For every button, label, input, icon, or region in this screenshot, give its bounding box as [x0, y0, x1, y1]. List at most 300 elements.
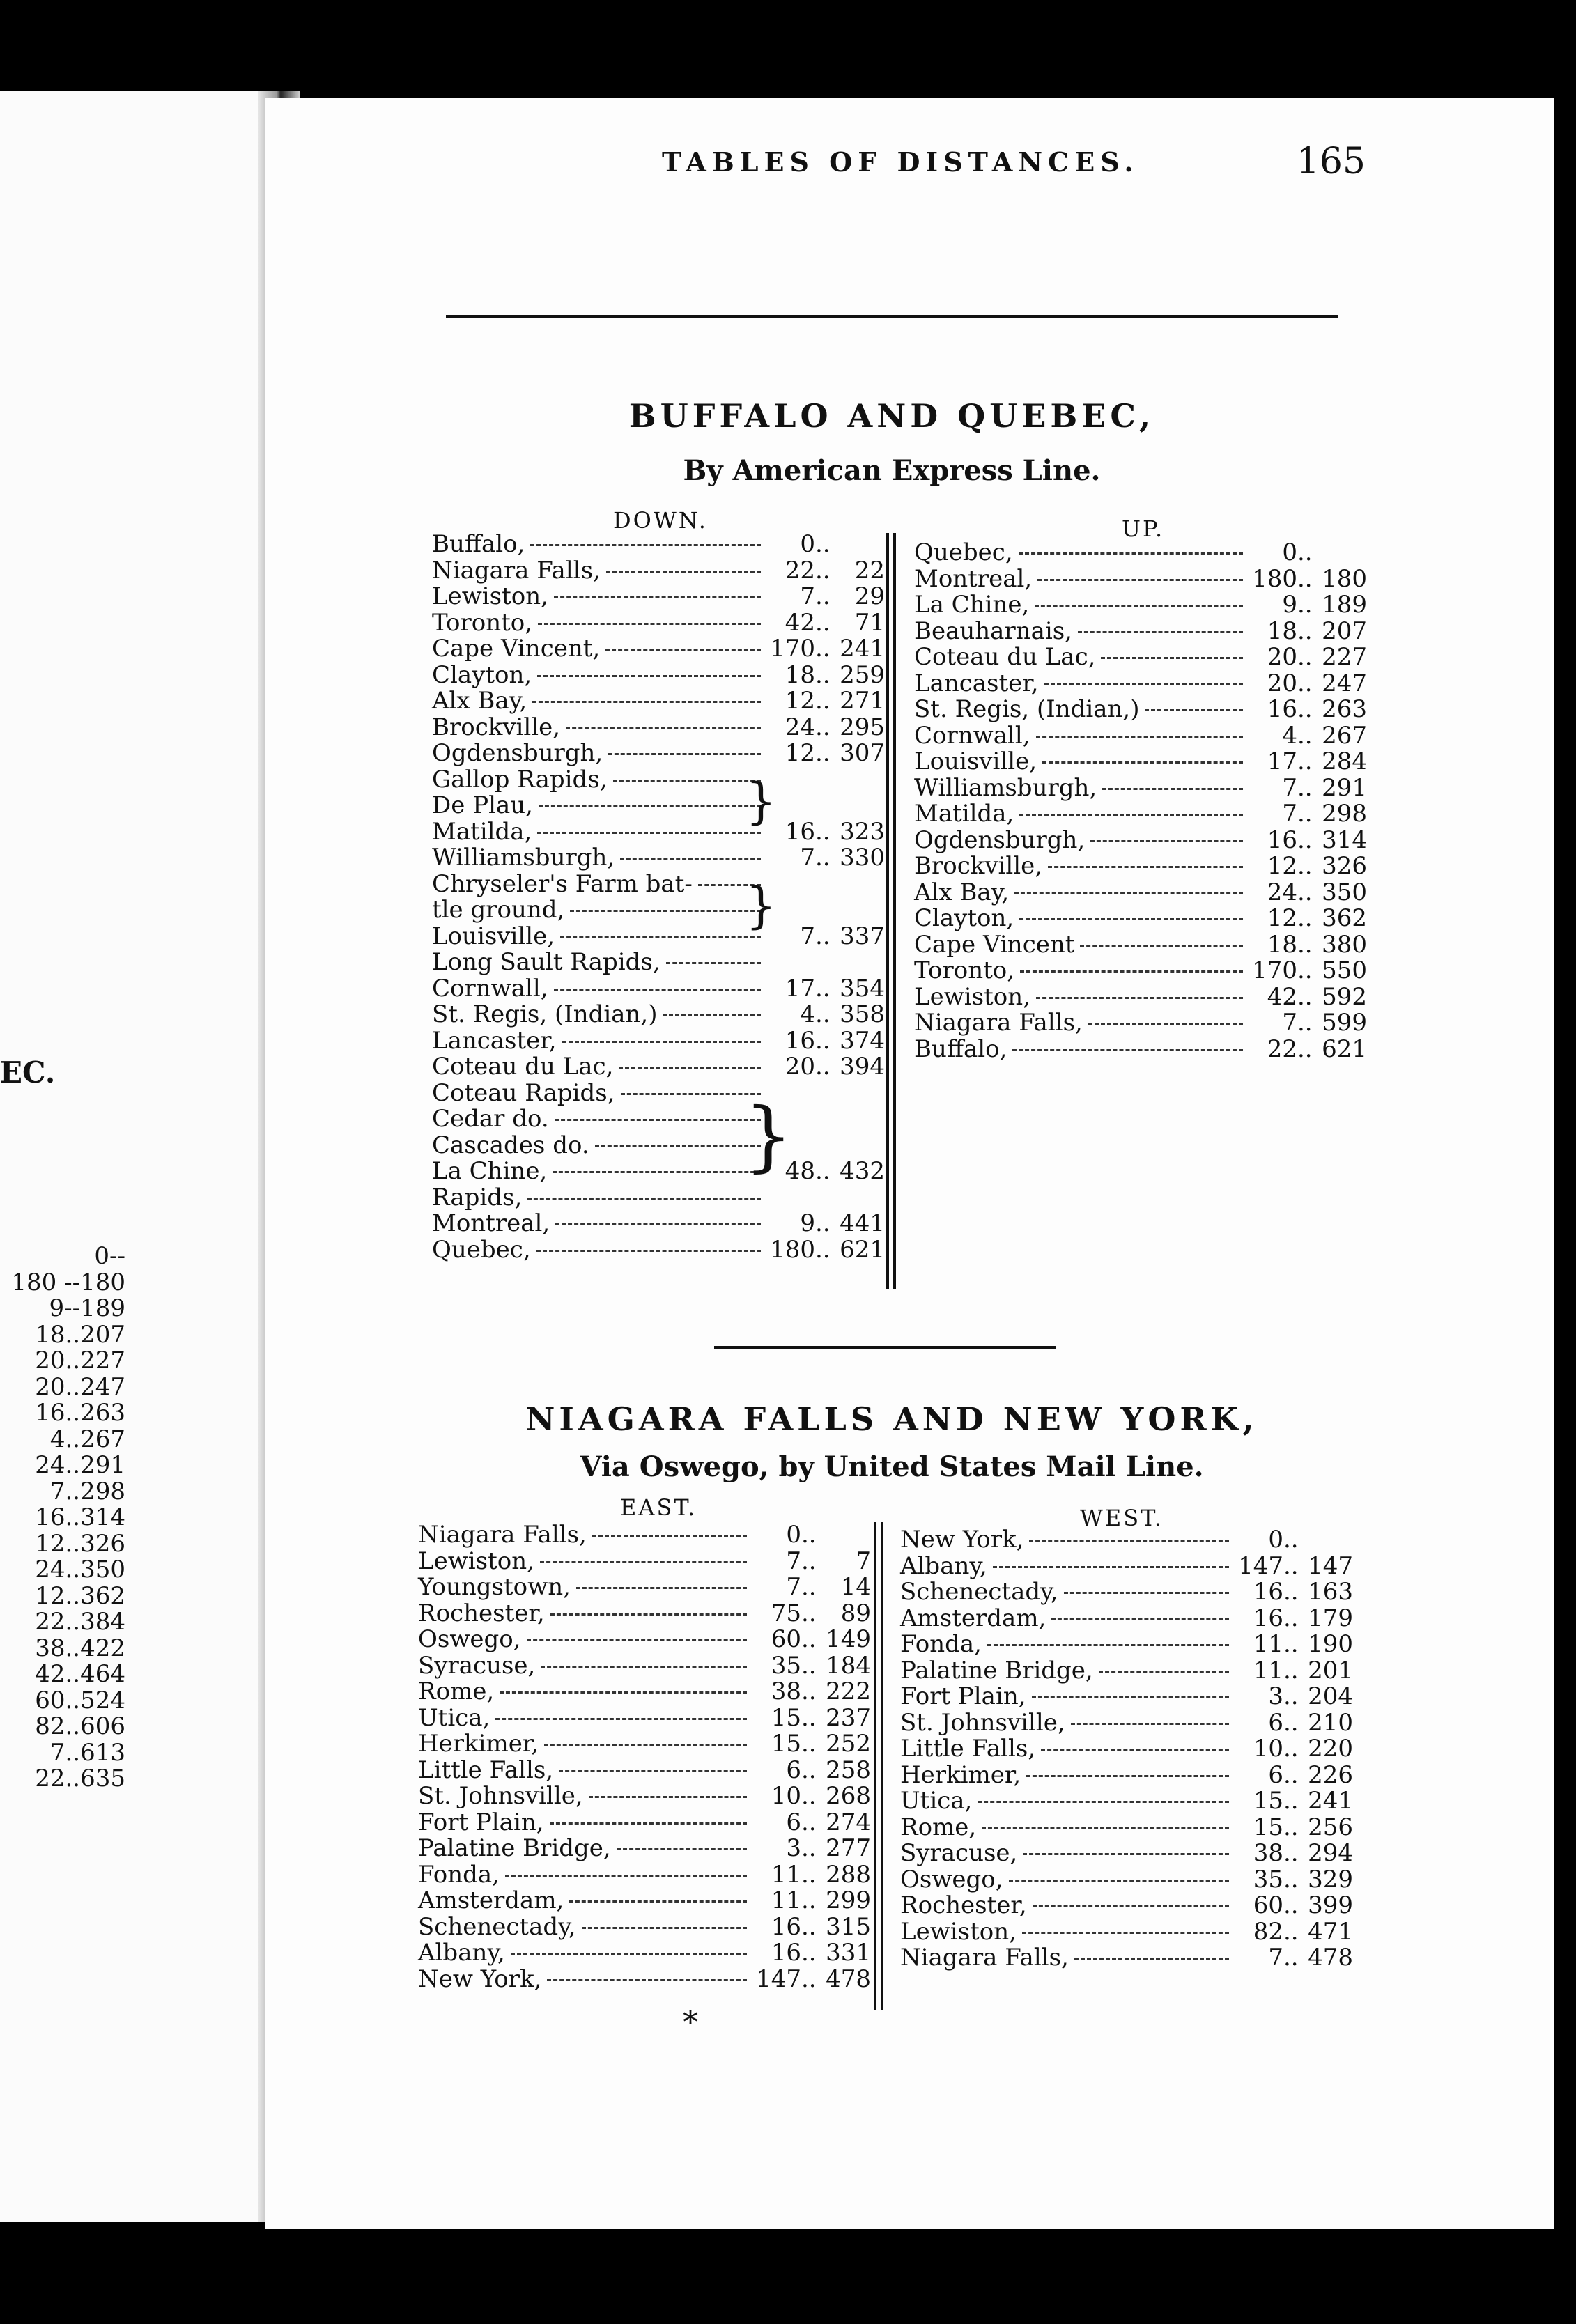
table1-divider	[886, 533, 889, 1289]
table-row	[418, 1836, 871, 1862]
leader-dots	[547, 1979, 747, 1981]
table-row	[432, 1159, 885, 1185]
leg-distance: 7	[786, 1573, 801, 1601]
table-row	[418, 1731, 871, 1758]
fragment-row: 38..422	[35, 1634, 125, 1662]
leg-distance: 16	[771, 1912, 801, 1941]
place-name: Rochester,	[418, 1599, 545, 1627]
leg-distance: 22	[785, 556, 815, 584]
cumulative-distance: 288	[826, 1860, 871, 1889]
table-row	[914, 801, 1367, 828]
leg-distance: 7	[1282, 773, 1297, 802]
distance-separator: ..	[801, 1599, 817, 1627]
left-page	[0, 91, 258, 2222]
leader-dots	[537, 675, 761, 677]
cumulative-distance: 147	[1308, 1551, 1353, 1580]
page-number: 165	[1296, 141, 1366, 183]
cumulative-distance: 350	[1322, 878, 1367, 906]
table-row	[914, 958, 1367, 984]
leader-dots	[562, 1041, 761, 1043]
table2-subtitle: Via Oswego, by United States Mail Line.	[580, 1450, 1204, 1483]
leg-distance: 18	[1267, 617, 1297, 645]
leg-distance: 15	[771, 1703, 801, 1732]
leader-dots	[1019, 918, 1243, 920]
table2-east-column	[418, 1522, 871, 1992]
distance-separator: ..	[815, 1026, 831, 1055]
cumulative-distance: 241	[1308, 1787, 1353, 1815]
leader-dots	[619, 1067, 761, 1069]
table-row	[914, 697, 1367, 723]
leg-distance: 11	[1253, 1630, 1283, 1658]
distance-separator: ..	[815, 635, 831, 663]
place-name: New York,	[418, 1965, 542, 1993]
place-name: Louisville,	[914, 747, 1037, 775]
table-row	[914, 932, 1367, 959]
leader-dots	[1014, 892, 1243, 894]
distance-separator: ..	[1297, 773, 1313, 802]
distance-separator: ..	[815, 660, 831, 689]
leader-dots	[536, 1250, 761, 1252]
leg-distance: 38	[1253, 1839, 1283, 1867]
leg-distance: 12	[1267, 852, 1297, 880]
leader-dots	[550, 1822, 747, 1825]
leader-dots	[570, 910, 761, 912]
fragment-row: 20..227	[35, 1347, 125, 1374]
leg-distance: 4	[1282, 721, 1297, 750]
leader-dots	[1080, 945, 1243, 947]
table-row	[914, 644, 1367, 671]
fragment-row: 82..606	[35, 1712, 125, 1740]
leader-dots	[555, 1223, 761, 1225]
fragment-row: 9--189	[49, 1294, 125, 1322]
table2-title: NIAGARA FALLS AND NEW YORK,	[525, 1400, 1258, 1438]
leg-distance: 16	[1253, 1604, 1283, 1632]
leader-dots	[538, 623, 761, 625]
leg-distance: 20	[1267, 669, 1297, 697]
cumulative-distance: 592	[1322, 982, 1367, 1011]
place-name: Lewiston,	[418, 1547, 534, 1575]
leader-dots	[1101, 657, 1243, 659]
distance-separator: ..	[1297, 539, 1313, 566]
table-row	[432, 1080, 885, 1107]
place-name: Little Falls,	[418, 1756, 554, 1784]
cumulative-distance: 220	[1308, 1735, 1353, 1763]
leg-distance: 4	[800, 1000, 815, 1028]
distance-separator: ..	[1297, 643, 1313, 671]
leader-dots	[1088, 1023, 1243, 1025]
leader-dots	[544, 1744, 747, 1746]
distance-separator: ..	[801, 1887, 817, 1914]
leader-dots	[505, 1875, 747, 1877]
table-row	[914, 723, 1367, 750]
cumulative-distance: 358	[840, 1000, 885, 1028]
header-rule	[446, 315, 1338, 318]
place-name: Lancaster,	[914, 669, 1039, 697]
brace-chryseler: }	[745, 877, 777, 934]
table-row	[432, 976, 885, 1002]
place-name: Montreal,	[432, 1209, 550, 1237]
place-name: Cape Vincent,	[432, 635, 601, 663]
leader-dots	[620, 858, 761, 860]
cumulative-distance: 222	[826, 1678, 871, 1705]
leader-dots	[589, 1796, 747, 1798]
leader-dots	[621, 1093, 761, 1095]
place-name: tle ground,	[432, 896, 565, 924]
table1-subtitle: By American Express Line.	[683, 454, 1101, 487]
cumulative-distance: 201	[1308, 1656, 1353, 1684]
leg-distance: 7	[1282, 1009, 1297, 1037]
distance-separator: ..	[801, 1651, 817, 1680]
leader-dots	[530, 544, 761, 546]
distance-separator: ..	[815, 739, 831, 767]
leader-dots	[1012, 1049, 1243, 1051]
table-row	[432, 1106, 885, 1133]
leg-distance: 7	[1268, 1944, 1283, 1971]
cumulative-distance: 599	[1322, 1009, 1367, 1037]
leg-distance: 16	[1253, 1578, 1283, 1606]
table-row	[914, 1037, 1367, 1063]
place-name: Syracuse,	[418, 1651, 536, 1680]
leader-dots	[500, 1691, 747, 1694]
leader-dots	[605, 649, 761, 651]
table-row	[432, 1002, 885, 1028]
fragment-row: 16..263	[35, 1399, 125, 1427]
distance-separator: ..	[801, 1678, 817, 1705]
distance-separator: ..	[1283, 1630, 1299, 1658]
place-name: Niagara Falls,	[418, 1521, 587, 1549]
leg-distance: 10	[1253, 1735, 1283, 1763]
place-name: Cascades do.	[432, 1131, 589, 1159]
cumulative-distance: 315	[826, 1912, 871, 1941]
distance-separator: ..	[815, 530, 831, 558]
place-name: Niagara Falls,	[432, 556, 601, 584]
table-row	[900, 1760, 1353, 1789]
place-name: Ogdensburgh,	[914, 826, 1086, 854]
table2-west-label: WEST.	[1080, 1505, 1164, 1531]
table2-divider-2	[881, 1522, 883, 2010]
leader-dots	[554, 596, 761, 598]
cumulative-distance: 299	[826, 1887, 871, 1914]
leader-dots	[495, 1718, 747, 1720]
cumulative-distance: 271	[840, 687, 885, 715]
cumulative-distance: 71	[854, 608, 885, 637]
leader-dots	[1032, 1696, 1229, 1698]
leg-distance: 60	[1253, 1891, 1283, 1919]
table-row	[432, 1211, 885, 1237]
place-name: New York,	[900, 1526, 1024, 1554]
cumulative-distance: 237	[826, 1703, 871, 1732]
leader-dots	[555, 1119, 761, 1121]
table-row	[914, 540, 1367, 566]
cumulative-distance: 22	[854, 556, 885, 584]
leg-distance: 75	[771, 1599, 801, 1627]
cumulative-distance: 274	[826, 1808, 871, 1836]
distance-separator: ..	[1297, 564, 1313, 593]
table-row	[418, 1810, 871, 1836]
leg-distance: 3	[786, 1834, 801, 1862]
distance-separator: ..	[815, 817, 831, 846]
leg-distance: 9	[800, 1209, 815, 1237]
table-row	[432, 950, 885, 976]
place-name: Beauharnais,	[914, 617, 1072, 645]
place-name: Brockville,	[914, 852, 1043, 880]
leg-distance: 147	[756, 1965, 801, 1993]
table-row	[914, 619, 1367, 645]
leader-dots	[592, 1535, 747, 1537]
table2-east-label: EAST.	[620, 1494, 697, 1521]
leg-distance: 16	[1267, 826, 1297, 854]
place-name: Fort Plain,	[900, 1682, 1026, 1710]
place-name: Rome,	[418, 1678, 495, 1705]
table-row	[914, 906, 1367, 932]
leader-dots	[1145, 709, 1243, 711]
cumulative-distance: 550	[1322, 956, 1367, 984]
distance-separator: ..	[1297, 1009, 1313, 1037]
cumulative-distance: 432	[840, 1157, 885, 1185]
table-row	[900, 1527, 1353, 1554]
leader-dots	[1020, 970, 1243, 973]
table-row	[914, 984, 1367, 1011]
leg-distance: 0	[1282, 539, 1297, 566]
leg-distance: 7	[800, 922, 815, 950]
table-row	[900, 1684, 1353, 1710]
leg-distance: 16	[785, 817, 815, 846]
place-name: Coteau Rapids,	[432, 1078, 615, 1107]
cumulative-distance: 441	[840, 1209, 885, 1237]
distance-separator: ..	[815, 1157, 831, 1185]
distance-separator: ..	[1283, 1578, 1299, 1606]
fragment-row: 24..291	[35, 1451, 125, 1479]
leg-distance: 7	[800, 582, 815, 610]
place-name: Herkimer,	[900, 1760, 1021, 1789]
leg-distance: 6	[1268, 1708, 1283, 1737]
table-row	[900, 1788, 1353, 1815]
brace-gallop: }	[745, 773, 777, 830]
distance-separator: ..	[801, 1703, 817, 1732]
leader-dots	[613, 780, 761, 782]
leg-distance: 0	[1268, 1526, 1283, 1554]
place-name: Palatine Bridge,	[418, 1834, 611, 1862]
leg-distance: 180	[1252, 564, 1297, 593]
place-name: Williamsburgh,	[914, 773, 1097, 802]
cumulative-distance: 284	[1322, 747, 1367, 775]
table-row	[900, 1945, 1353, 1971]
distance-separator: ..	[815, 844, 831, 872]
distance-separator: ..	[1297, 1035, 1313, 1063]
leg-distance: 12	[785, 739, 815, 767]
cumulative-distance: 263	[1322, 695, 1367, 723]
table-row	[914, 1010, 1367, 1037]
distance-separator: ..	[815, 1053, 831, 1080]
place-name: Quebec,	[432, 1235, 531, 1264]
cumulative-distance: 277	[826, 1834, 871, 1862]
cumulative-distance: 89	[840, 1599, 871, 1627]
cumulative-distance: 478	[826, 1965, 871, 1993]
distance-separator: ..	[815, 974, 831, 1002]
place-name: St. Johnsville,	[900, 1708, 1065, 1737]
table-row	[418, 1601, 871, 1627]
place-name: Ogdensburgh,	[432, 739, 603, 767]
distance-separator: ..	[1297, 852, 1313, 880]
place-name: Albany,	[900, 1551, 987, 1580]
leader-dots	[566, 727, 761, 729]
cumulative-distance: 149	[826, 1625, 871, 1653]
leader-dots	[993, 1566, 1229, 1568]
table-row	[432, 660, 885, 689]
leg-distance: 6	[786, 1808, 801, 1836]
table1-down-column	[432, 532, 885, 1263]
place-name: Niagara Falls,	[900, 1944, 1069, 1971]
place-name: Clayton,	[914, 904, 1014, 932]
table-row	[432, 869, 885, 898]
leg-distance: 6	[786, 1756, 801, 1784]
fragment-row: 20..247	[35, 1372, 125, 1401]
distance-separator: ..	[1297, 878, 1313, 906]
distance-separator: ..	[1297, 591, 1313, 619]
place-name: Palatine Bridge,	[900, 1656, 1093, 1684]
place-name: Long Sault Rapids,	[432, 948, 660, 976]
place-name: Albany,	[418, 1939, 505, 1967]
table-row	[418, 1783, 871, 1810]
place-name: Rome,	[900, 1813, 977, 1841]
leader-dots	[532, 701, 761, 703]
table-row	[900, 1893, 1353, 1919]
leader-dots	[1071, 1723, 1229, 1725]
place-name: Buffalo,	[914, 1035, 1007, 1063]
leg-distance: 35	[771, 1651, 801, 1680]
cumulative-distance: 354	[840, 974, 885, 1002]
cumulative-distance: 189	[1322, 591, 1367, 619]
distance-separator: ..	[815, 687, 831, 715]
distance-separator: ..	[1283, 1944, 1299, 1971]
table-row	[418, 1758, 871, 1784]
table-row	[900, 1551, 1353, 1580]
fragment-row: 42..464	[35, 1660, 125, 1688]
place-name: Niagara Falls,	[914, 1009, 1083, 1037]
leader-dots	[982, 1827, 1229, 1829]
table-row	[900, 1632, 1353, 1658]
cumulative-distance: 380	[1322, 930, 1367, 959]
distance-separator: ..	[1283, 1813, 1299, 1841]
leader-dots	[541, 1666, 747, 1668]
leg-distance: 15	[1253, 1787, 1283, 1815]
distance-separator: ..	[815, 713, 831, 741]
table1-down-label: DOWN.	[613, 507, 708, 534]
place-name: Lewiston,	[900, 1917, 1017, 1946]
table2-divider	[874, 1522, 876, 2010]
leg-distance: 16	[1267, 695, 1297, 723]
leg-distance: 7	[800, 844, 815, 872]
leg-distance: 15	[771, 1730, 801, 1758]
fragment-row: 12..326	[35, 1529, 125, 1558]
distance-separator: ..	[1283, 1917, 1299, 1946]
distance-separator: ..	[1283, 1656, 1299, 1684]
place-name: Lewiston,	[914, 982, 1030, 1011]
leader-dots	[1099, 1671, 1229, 1673]
cumulative-distance: 258	[826, 1756, 871, 1784]
leader-dots	[559, 1770, 747, 1772]
place-name: Rapids,	[432, 1183, 523, 1211]
distance-separator: ..	[1283, 1682, 1299, 1710]
distance-separator: ..	[1283, 1760, 1299, 1789]
distance-separator: ..	[1283, 1891, 1299, 1919]
signature-mark: *	[683, 2005, 698, 2040]
leader-dots	[663, 1014, 761, 1016]
cumulative-distance: 190	[1308, 1630, 1353, 1658]
table-row	[418, 1914, 871, 1941]
leg-distance: 170	[770, 635, 815, 663]
leader-dots	[511, 1953, 747, 1955]
place-name: Buffalo,	[432, 530, 525, 558]
leg-distance: 16	[785, 1026, 815, 1055]
place-name: Matilda,	[914, 800, 1014, 828]
leg-distance: 10	[771, 1782, 801, 1810]
cumulative-distance: 179	[1308, 1604, 1353, 1632]
table-row	[418, 1627, 871, 1653]
table-row	[900, 1710, 1353, 1737]
cumulative-distance: 307	[840, 739, 885, 767]
place-name: Fort Plain,	[418, 1808, 544, 1836]
distance-separator: ..	[1283, 1526, 1299, 1554]
leg-distance: 9	[1282, 591, 1297, 619]
table-row	[432, 1028, 885, 1055]
place-name: St. Regis, (Indian,)	[432, 1000, 658, 1028]
cumulative-distance: 252	[826, 1730, 871, 1758]
distance-separator: ..	[1283, 1551, 1299, 1580]
distance-separator: ..	[801, 1808, 817, 1836]
table-row	[432, 532, 885, 558]
table-row	[914, 671, 1367, 697]
place-name: Brockville,	[432, 713, 561, 741]
cumulative-distance: 374	[840, 1026, 885, 1055]
place-name: Lewiston,	[432, 582, 548, 610]
distance-separator: ..	[815, 1000, 831, 1028]
table-row	[432, 558, 885, 584]
table-row	[432, 819, 885, 846]
table-row	[418, 1679, 871, 1705]
leg-distance: 18	[785, 660, 815, 689]
distance-separator: ..	[1297, 721, 1313, 750]
leader-dots	[569, 1900, 747, 1903]
fragment-row: 180 --180	[11, 1268, 125, 1296]
cumulative-distance: 314	[1322, 826, 1367, 854]
table-row	[914, 880, 1367, 906]
cumulative-distance: 295	[840, 713, 885, 741]
distance-separator: ..	[1283, 1604, 1299, 1632]
place-name: Quebec,	[914, 539, 1013, 566]
leg-distance: 20	[1267, 643, 1297, 671]
distance-separator: ..	[801, 1756, 817, 1784]
distance-separator: ..	[1297, 747, 1313, 775]
leader-dots	[978, 1801, 1229, 1803]
table-row	[418, 1967, 871, 1993]
distance-separator: ..	[815, 1209, 831, 1237]
cumulative-distance: 241	[840, 635, 885, 663]
cumulative-distance: 256	[1308, 1813, 1353, 1841]
place-name: Syracuse,	[900, 1839, 1018, 1867]
leg-distance: 42	[1267, 982, 1297, 1011]
place-name: Gallop Rapids,	[432, 765, 608, 793]
distance-separator: ..	[801, 1782, 817, 1810]
table-row	[418, 1862, 871, 1889]
leg-distance: 15	[1253, 1813, 1283, 1841]
leg-distance: 3	[1268, 1682, 1283, 1710]
leader-dots	[582, 1927, 747, 1929]
place-name: Matilda,	[432, 817, 532, 846]
fragment-row: 22..635	[35, 1765, 125, 1792]
cumulative-distance: 471	[1308, 1917, 1353, 1946]
place-name: Alx Bay,	[914, 878, 1010, 906]
